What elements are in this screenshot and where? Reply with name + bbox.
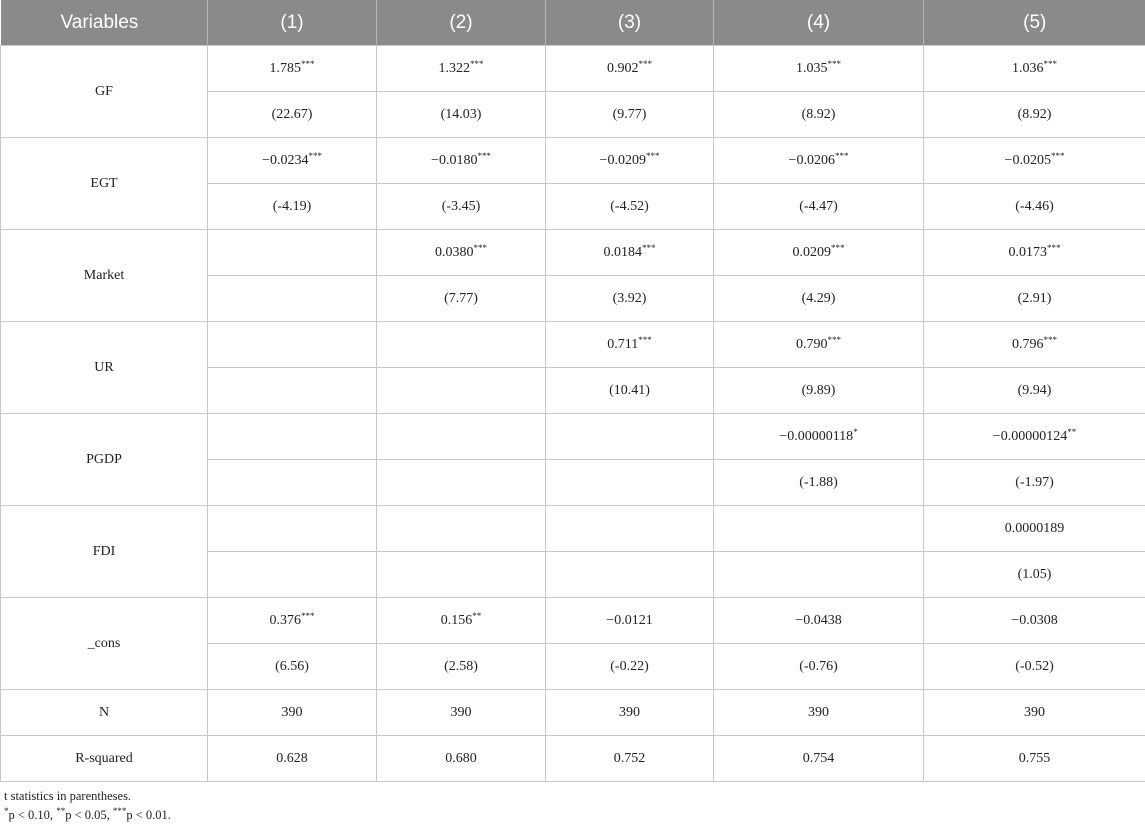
stat-value-cell: 390 [546,690,714,736]
stat-value-cell: 0.752 [546,736,714,782]
coef-cell [546,138,714,184]
stat-value-cell: 390 [924,690,1145,736]
t-stat-cell: (9.94) [924,368,1145,414]
t-stat-cell: (9.89) [714,368,924,414]
coef-cell [208,598,377,644]
note-sig-text-3: p < 0.01. [126,808,171,822]
significance-stars: *** [828,335,842,345]
coef-cell [714,506,924,552]
coef-value: 1.035 [796,61,828,76]
significance-stars: *** [1051,151,1065,161]
note-sig-text-2: p < 0.05, [65,808,113,822]
coef-value: −0.0438 [795,613,841,628]
coef-cell [208,506,377,552]
t-stat-cell: (7.77) [377,276,546,322]
t-stat-cell: (-4.47) [714,184,924,230]
variable-name-market: Market [1,230,208,322]
coef-cell [924,414,1145,460]
significance-stars: *** [301,59,315,69]
t-stat-cell: (6.56) [208,644,377,690]
coef-value: −0.0206 [789,153,835,168]
variable-name-cons: _cons [1,598,208,690]
coef-cell [377,598,546,644]
coef-cell [546,506,714,552]
stat-value-cell: 0.628 [208,736,377,782]
t-stat-cell: (-3.45) [377,184,546,230]
table-row-ur-coef [1,322,1145,368]
note-sig-mark-1: * [4,806,9,816]
variable-name-egt: EGT [1,138,208,230]
coef-cell [714,230,924,276]
t-stat-cell: (-1.97) [924,460,1145,506]
coef-cell [208,322,377,368]
significance-stars: * [853,427,858,437]
significance-stars: *** [477,151,491,161]
t-stat-cell: (-4.46) [924,184,1145,230]
t-stat-cell: (22.67) [208,92,377,138]
coef-cell [377,46,546,92]
table-row-egt-coef [1,138,1145,184]
t-stat-cell: (8.92) [714,92,924,138]
t-stat-cell: (-4.19) [208,184,377,230]
coef-value: −0.0121 [606,613,652,628]
note-sig-text-1: p < 0.10, [9,808,57,822]
stat-value-cell: 390 [377,690,546,736]
coef-cell [546,598,714,644]
coef-cell [546,414,714,460]
t-stat-cell [208,460,377,506]
coef-value: 1.322 [439,61,471,76]
coef-value: −0.0180 [431,153,477,168]
note-sig-mark-2: ** [56,806,65,816]
coef-cell [714,46,924,92]
coef-value: 0.0000189 [1005,521,1065,536]
header-row [1,0,1145,46]
significance-stars: ** [1067,427,1076,437]
coef-value: 0.796 [1012,337,1044,352]
significance-stars: *** [835,151,849,161]
table-row-gf-coef [1,46,1145,92]
significance-stars: ** [472,611,481,621]
t-stat-cell [208,276,377,322]
t-stat-cell [546,460,714,506]
coef-value: −0.0205 [1005,153,1051,168]
significance-stars: *** [308,151,322,161]
t-stat-cell: (9.77) [546,92,714,138]
coef-cell [546,230,714,276]
coef-cell [924,46,1145,92]
t-stat-cell: (8.92) [924,92,1145,138]
coef-value: 0.0173 [1009,245,1048,260]
significance-stars: *** [301,611,315,621]
t-stat-cell [377,552,546,598]
coef-cell [377,414,546,460]
coef-cell [377,138,546,184]
t-stat-cell [546,552,714,598]
t-stat-cell [208,368,377,414]
variable-name-fdi: FDI [1,506,208,598]
coef-cell [208,46,377,92]
stat-value-cell: 0.755 [924,736,1145,782]
t-stat-cell: (10.41) [546,368,714,414]
coef-cell [924,230,1145,276]
coef-cell [546,322,714,368]
table-row-r-squared [1,736,1145,782]
coef-cell [208,138,377,184]
header-col-2: (2) [377,0,546,46]
coef-cell [714,322,924,368]
t-stat-cell: (-0.52) [924,644,1145,690]
stat-value-cell: 0.754 [714,736,924,782]
t-stat-cell: (2.58) [377,644,546,690]
header-col-4: (4) [714,0,924,46]
significance-stars: *** [1044,59,1058,69]
t-stat-cell: (-4.52) [546,184,714,230]
coef-cell [924,598,1145,644]
header-variables: Variables [1,0,208,46]
coef-value: 0.156 [441,613,473,628]
table-row-n [1,690,1145,736]
coef-value: 0.0380 [435,245,474,260]
significance-stars: *** [470,59,484,69]
coef-cell [924,506,1145,552]
stat-value-cell: 0.680 [377,736,546,782]
note-sig-mark-3: *** [113,806,127,816]
stat-name-n: N [1,690,208,736]
t-stat-cell: (3.92) [546,276,714,322]
coef-value: 0.376 [270,613,302,628]
variable-name-gf: GF [1,46,208,138]
significance-stars: *** [831,243,845,253]
significance-stars: *** [828,59,842,69]
significance-stars: *** [638,335,652,345]
significance-stars: *** [639,59,653,69]
coef-cell [208,230,377,276]
stat-name-r-squared: R-squared [1,736,208,782]
coef-value: 0.0184 [604,245,643,260]
coef-value: 1.785 [270,61,302,76]
coef-cell [714,414,924,460]
coef-cell [714,138,924,184]
variable-name-pgdp: PGDP [1,414,208,506]
coef-cell [714,598,924,644]
table-notes [4,787,171,825]
t-stat-cell [208,552,377,598]
coef-value: −0.0234 [262,153,308,168]
note-t-statistics: t statistics in parentheses. [4,787,171,806]
coef-cell [377,322,546,368]
coef-cell [208,414,377,460]
coef-value: 1.036 [1012,61,1044,76]
header-col-3: (3) [546,0,714,46]
stat-value-cell: 390 [714,690,924,736]
coef-value: −0.0308 [1011,613,1057,628]
table-body [1,46,1145,782]
coef-value: 0.0209 [793,245,832,260]
coef-cell [924,138,1145,184]
significance-stars: *** [1044,335,1058,345]
significance-stars: *** [1047,243,1061,253]
table-row-market-coef [1,230,1145,276]
coef-cell [924,322,1145,368]
t-stat-cell [377,460,546,506]
coef-value: 0.790 [796,337,828,352]
table-row-cons-coef [1,598,1145,644]
coef-cell [546,46,714,92]
significance-stars: *** [646,151,660,161]
coef-value: −0.00000118 [779,429,853,444]
table-row-pgdp-coef [1,414,1145,460]
coef-value: −0.00000124 [993,429,1067,444]
coef-cell [377,230,546,276]
stat-value-cell: 390 [208,690,377,736]
coef-value: −0.0209 [600,153,646,168]
t-stat-cell [377,368,546,414]
table-row-fdi-coef [1,506,1145,552]
t-stat-cell: (1.05) [924,552,1145,598]
t-stat-cell [714,552,924,598]
note-significance [4,806,171,825]
t-stat-cell: (14.03) [377,92,546,138]
variable-name-ur: UR [1,322,208,414]
t-stat-cell: (4.29) [714,276,924,322]
table-header [1,0,1145,46]
coef-cell [377,506,546,552]
t-stat-cell: (-0.76) [714,644,924,690]
significance-stars: *** [642,243,656,253]
t-stat-cell: (-0.22) [546,644,714,690]
coef-value: 0.902 [607,61,639,76]
significance-stars: *** [474,243,488,253]
header-col-5: (5) [924,0,1145,46]
header-col-1: (1) [208,0,377,46]
t-stat-cell: (2.91) [924,276,1145,322]
coef-value: 0.711 [607,337,638,352]
t-stat-cell: (-1.88) [714,460,924,506]
